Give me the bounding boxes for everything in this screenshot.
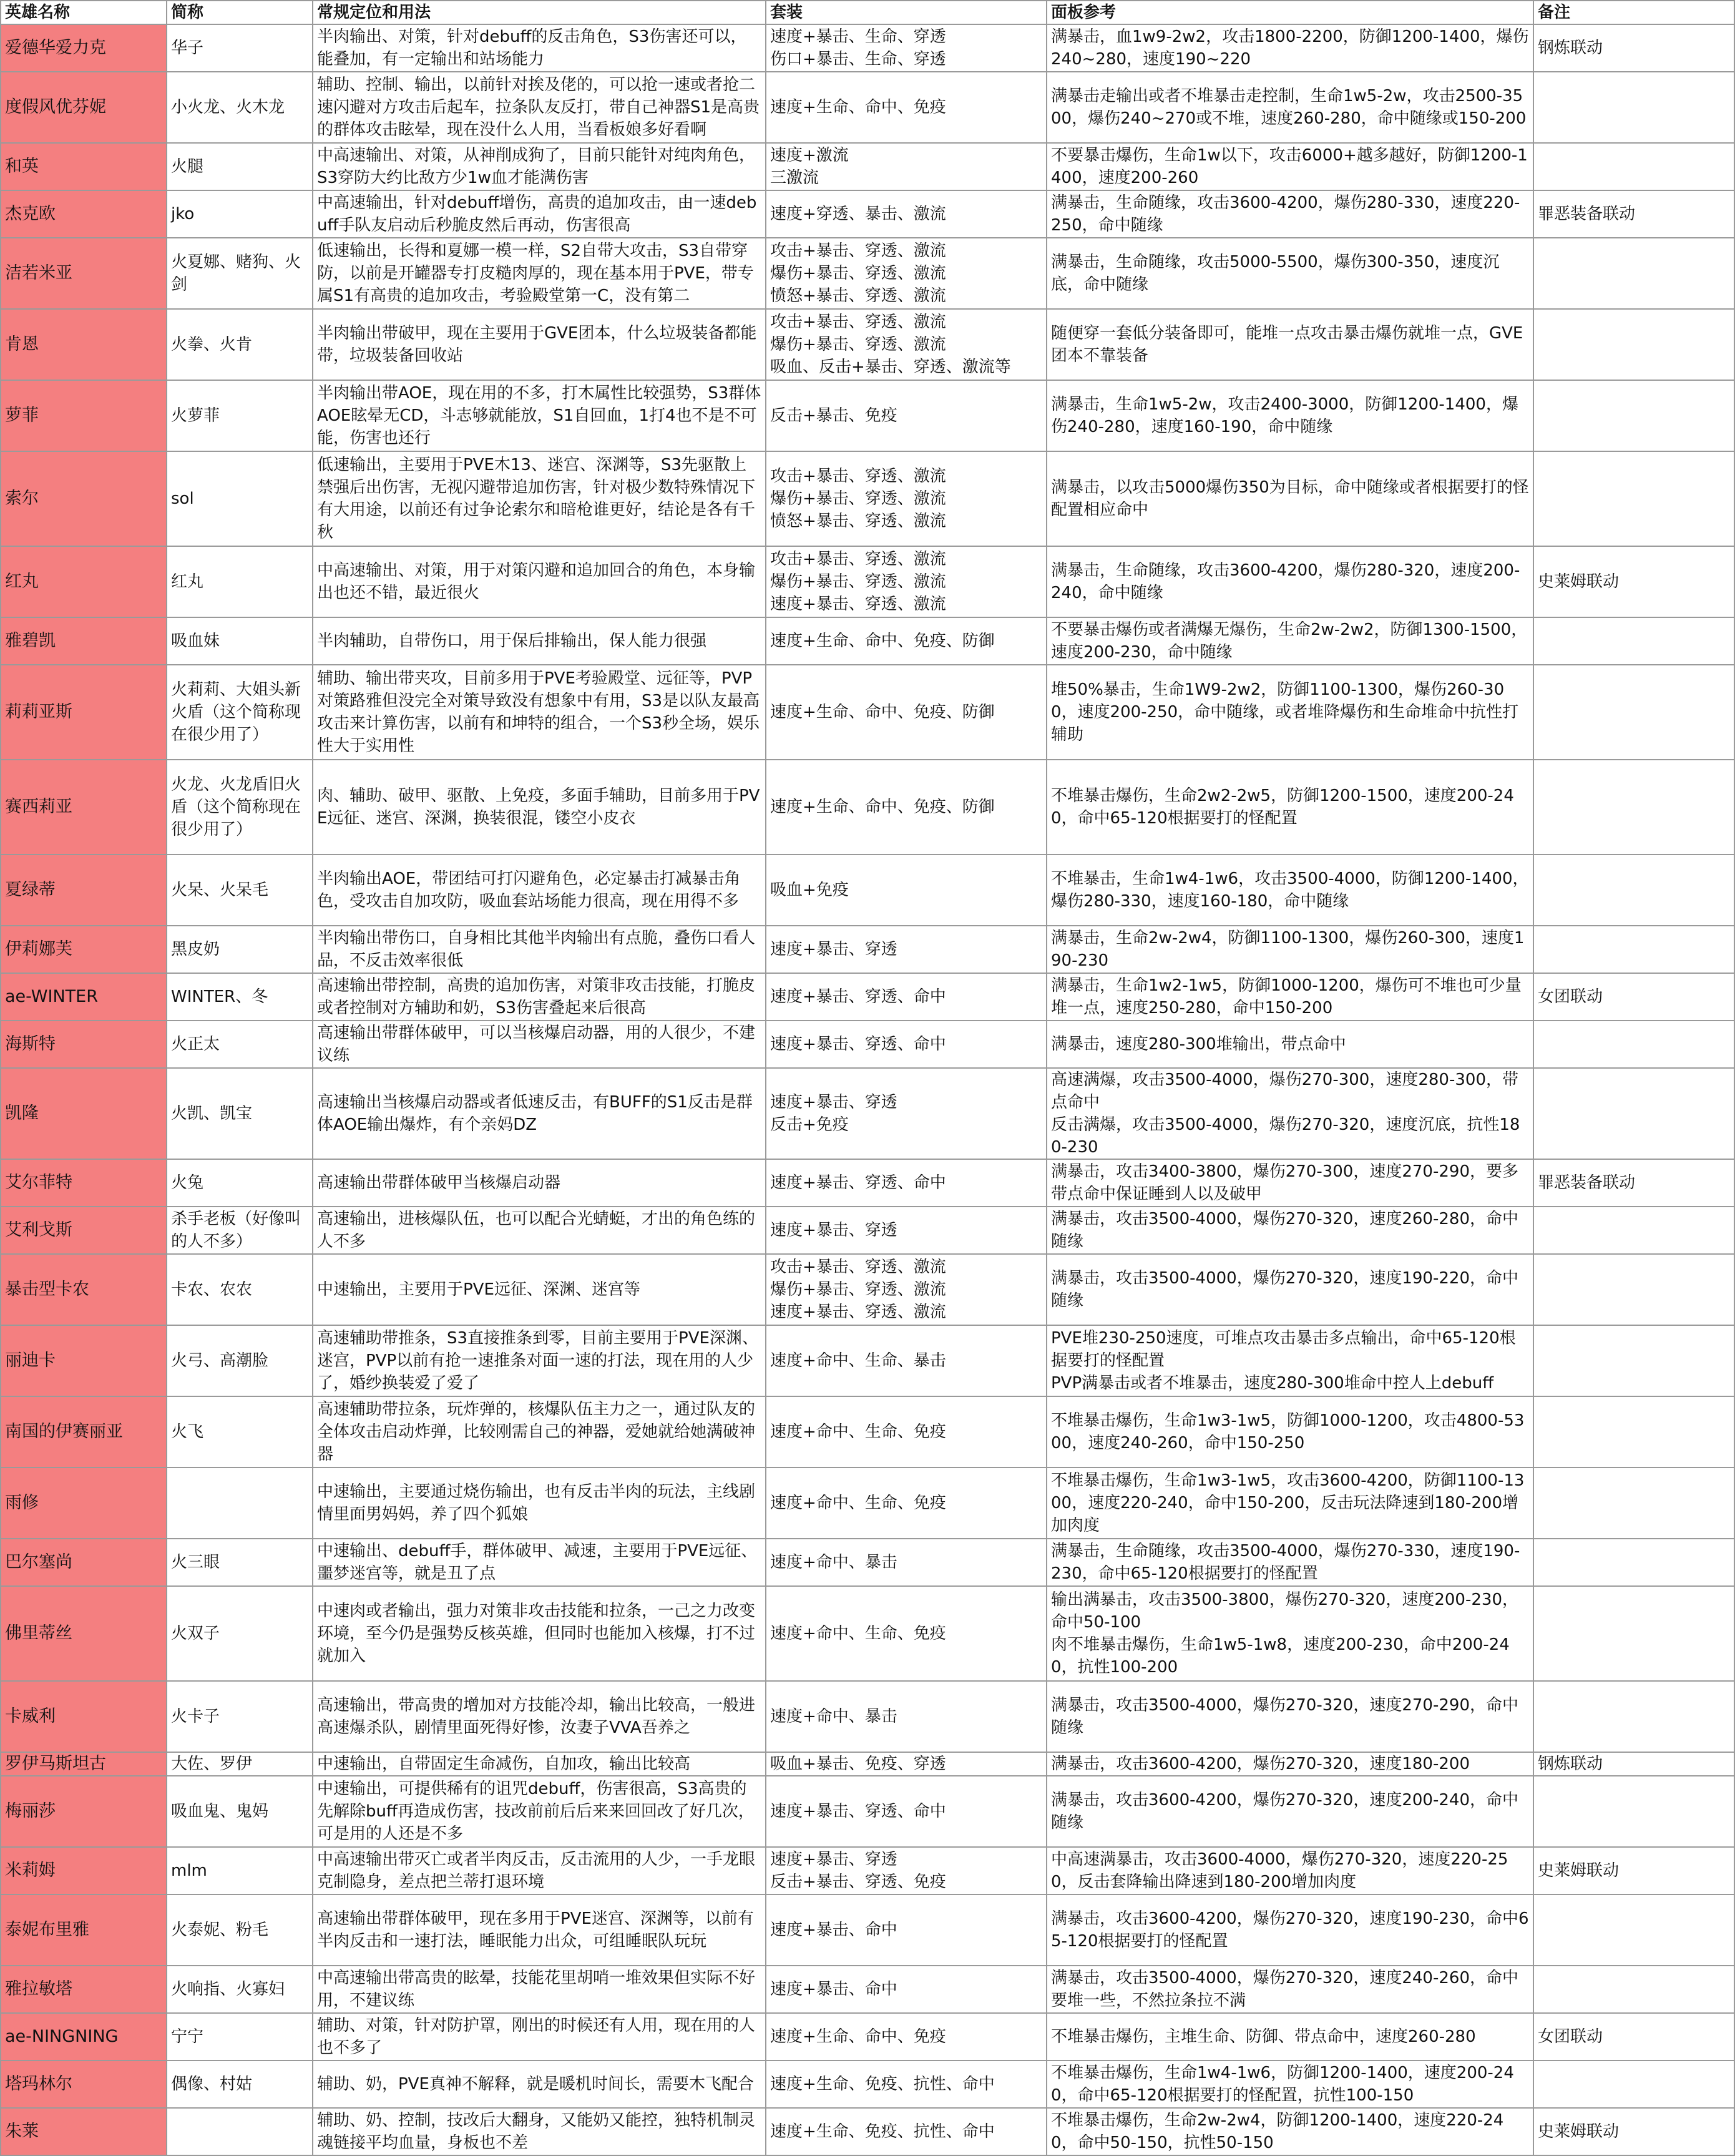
- hero-abbr-cell[interactable]: jko: [167, 190, 313, 238]
- hero-usage-cell[interactable]: 辅助、输出带夹攻，目前多用于PVE考验殿堂、远征等，PVP对策路雅但没完全对策导致没有想象中有用，S3是以队友最高攻击来计算伤害，以前有和坤特的组合，一个S3秒全场，娱乐性大于实用性: [313, 665, 766, 760]
- hero-usage-cell[interactable]: 半肉输出带伤口，自身相比其他半肉输出有点脆，叠伤口看人品，不反击效率很低: [313, 926, 766, 973]
- hero-abbr-cell[interactable]: 偶像、村姑: [167, 2060, 313, 2108]
- hero-set-cell[interactable]: 攻击+暴击、穿透、激流 爆伤+暴击、穿透、激流 愤怒+暴击、穿透、激流: [766, 451, 1047, 546]
- hero-panel-cell[interactable]: 满暴击，生命随缘，攻击5000-5500，爆伤300-350，速度沉底，命中随缘: [1047, 238, 1533, 309]
- hero-usage-cell[interactable]: 半肉输出带AOE，现在用的不多，打木属性比较强势，S3群体AOE眩晕无CD，斗志够就能放，S1自回血，1打4也不是不可能，伤害也还行: [313, 380, 766, 451]
- header-set[interactable]: 套装: [766, 1, 1047, 24]
- hero-set-cell[interactable]: 攻击+暴击、穿透、激流 爆伤+暴击、穿透、激流 速度+暴击、穿透、激流: [766, 546, 1047, 617]
- hero-name-cell[interactable]: 爱德华爱力克: [1, 24, 167, 72]
- hero-abbr-cell[interactable]: 火萝菲: [167, 380, 313, 451]
- hero-name-cell[interactable]: 佛里蒂丝: [1, 1586, 167, 1681]
- hero-abbr-cell[interactable]: 火腿: [167, 143, 313, 190]
- table-row: [1, 451, 1734, 546]
- hero-usage-cell[interactable]: 半肉输出AOE，带团结可打闪避角色，必定暴击打减暴击角色，受攻击自加攻防，吸血套站场能力很高，现在用得不多: [313, 855, 766, 926]
- hero-panel-cell[interactable]: 满暴击，攻击3500-4000，爆伤270-320，速度260-280，命中随缘: [1047, 1207, 1533, 1254]
- table-row: [1, 24, 1734, 72]
- hero-set-cell[interactable]: 反击+暴击、免疫: [766, 380, 1047, 451]
- hero-set-cell[interactable]: 速度+生命、命中、免疫、防御: [766, 617, 1047, 665]
- hero-usage-cell[interactable]: 辅助、奶，PVE真神不解释，就是暖机时间长，需要木飞配合: [313, 2060, 766, 2108]
- header-usage[interactable]: 常规定位和用法: [313, 1, 766, 24]
- hero-set-cell[interactable]: 速度+命中、生命、免疫: [766, 1586, 1047, 1681]
- table-row: [1, 190, 1734, 238]
- hero-panel-cell[interactable]: 满暴击，攻击3500-4000，爆伤270-320，速度240-260，命中要堆一些，不然拉条拉不满: [1047, 1966, 1533, 2013]
- hero-name-cell[interactable]: 雅拉敏塔: [1, 1966, 167, 2013]
- table-row: [1, 1776, 1734, 1847]
- hero-note-cell[interactable]: [1533, 1254, 1734, 1325]
- table-row: [1, 1325, 1734, 1396]
- hero-panel-cell[interactable]: 不堆暴击爆伤，生命1w3-1w5，攻击3600-4200，防御1100-1300，速度220-240，命中150-200，反击玩法降速到180-200增加肉度: [1047, 1468, 1533, 1539]
- hero-set-cell[interactable]: 速度+暴击、穿透: [766, 926, 1047, 973]
- hero-usage-cell[interactable]: 中高速输出带灭亡或者半肉反击，反击流用的人少，一手龙眼克制隐身，差点把兰蒂打退环境: [313, 1847, 766, 1894]
- table-row: [1, 1586, 1734, 1681]
- hero-abbr-cell[interactable]: 火凯、凯宝: [167, 1068, 313, 1159]
- hero-abbr-cell[interactable]: WINTER、冬: [167, 973, 313, 1021]
- table-row: [1, 1396, 1734, 1468]
- hero-panel-cell[interactable]: 满暴击，生命随缘，攻击3500-4000，爆伤270-330，速度190-230，命中65-120根据要打的怪配置: [1047, 1539, 1533, 1586]
- hero-panel-cell[interactable]: 不堆暴击爆伤，生命1w3-1w5，防御1000-1200，攻击4800-5300，速度240-260，命中150-250: [1047, 1396, 1533, 1468]
- hero-name-cell[interactable]: 伊莉娜芙: [1, 926, 167, 973]
- table-row: [1, 1159, 1734, 1207]
- hero-set-cell[interactable]: 吸血+免疫: [766, 855, 1047, 926]
- hero-note-cell[interactable]: 史莱姆联动: [1533, 2108, 1734, 2155]
- hero-name-cell[interactable]: 雨修: [1, 1468, 167, 1539]
- table-row: [1, 1468, 1734, 1539]
- hero-usage-cell[interactable]: 高速输出，进核爆队伍，也可以配合光蜻蜓，才出的角色练的人不多: [313, 1207, 766, 1254]
- hero-note-cell[interactable]: [1533, 1325, 1734, 1396]
- hero-abbr-cell[interactable]: 华子: [167, 24, 313, 72]
- hero-set-cell[interactable]: 速度+暴击、穿透: [766, 1207, 1047, 1254]
- hero-set-cell[interactable]: 速度+命中、生命、免疫: [766, 1468, 1047, 1539]
- hero-panel-cell[interactable]: 满暴击走输出或者不堆暴击走控制，生命1w5-2w，攻击2500-3500，爆伤240~270或不堆，速度260-280，命中随缘或150-200: [1047, 72, 1533, 143]
- hero-note-cell[interactable]: 钢炼联动: [1533, 1752, 1734, 1776]
- hero-usage-cell[interactable]: 中速输出，可提供稀有的诅咒debuff，伤害很高，S3高贵的先解除buff再造成伤害，技改前前后后来来回回改了好几次，可是用的人还是不多: [313, 1776, 766, 1847]
- hero-usage-cell[interactable]: 中速输出，主要用于PVE远征、深渊、迷宫等: [313, 1254, 766, 1325]
- hero-note-cell[interactable]: [1533, 451, 1734, 546]
- table-row: [1, 1847, 1734, 1894]
- hero-name-cell[interactable]: 海斯特: [1, 1021, 167, 1068]
- hero-note-cell[interactable]: [1533, 72, 1734, 143]
- hero-note-cell[interactable]: [1533, 1894, 1734, 1966]
- hero-note-cell[interactable]: [1533, 143, 1734, 190]
- hero-set-cell[interactable]: 速度+暴击、命中: [766, 1894, 1047, 1966]
- hero-set-cell[interactable]: 速度+命中、生命、免疫: [766, 1396, 1047, 1468]
- hero-abbr-cell[interactable]: 小火龙、火木龙: [167, 72, 313, 143]
- hero-abbr-cell[interactable]: mlm: [167, 1847, 313, 1894]
- table-row: [1, 1021, 1734, 1068]
- hero-abbr-cell[interactable]: 火泰妮、粉毛: [167, 1894, 313, 1966]
- hero-panel-cell[interactable]: 满暴击，攻击3400-3800，爆伤270-300，速度270-290，要多带点命中保证睡到人以及破甲: [1047, 1159, 1533, 1207]
- hero-abbr-cell[interactable]: sol: [167, 451, 313, 546]
- hero-usage-cell[interactable]: 中速肉或者输出，强力对策非攻击技能和拉条，一己之力改变环境，至今仍是强势反核英雄，但同时也能加入核爆，打不过就加入: [313, 1586, 766, 1681]
- table-row: [1, 2060, 1734, 2108]
- hero-set-cell[interactable]: 速度+生命、免疫、抗性、命中: [766, 2108, 1047, 2155]
- hero-name-cell[interactable]: 红丸: [1, 546, 167, 617]
- hero-panel-cell[interactable]: 满暴击，攻击3600-4200，爆伤270-320，速度190-230，命中65-120根据要打的怪配置: [1047, 1894, 1533, 1966]
- hero-name-cell[interactable]: 雅碧凯: [1, 617, 167, 665]
- hero-name-cell[interactable]: 萝菲: [1, 380, 167, 451]
- hero-note-cell[interactable]: 钢炼联动: [1533, 24, 1734, 72]
- hero-note-cell[interactable]: 罪恶装备联动: [1533, 1159, 1734, 1207]
- hero-set-cell[interactable]: 速度+命中、生命、暴击: [766, 1325, 1047, 1396]
- hero-abbr-cell[interactable]: 火飞: [167, 1396, 313, 1468]
- hero-usage-cell[interactable]: 高速输出带控制，高贵的追加伤害，对策非攻击技能，打脆皮或者控制对方辅助和奶，S3伤害叠起来后很高: [313, 973, 766, 1021]
- hero-usage-cell[interactable]: 中高速输出，针对debuff增伤，高贵的追加攻击，由一速debuff手队友启动后秒脆皮然后再动，伤害很高: [313, 190, 766, 238]
- hero-abbr-cell[interactable]: 火双子: [167, 1586, 313, 1681]
- header-panel[interactable]: 面板参考: [1047, 1, 1533, 24]
- hero-abbr-cell[interactable]: 吸血妹: [167, 617, 313, 665]
- hero-set-cell[interactable]: 速度+暴击、穿透、命中: [766, 973, 1047, 1021]
- hero-usage-cell[interactable]: 辅助、对策，针对防护罩，刚出的时候还有人用，现在用的人也不多了: [313, 2013, 766, 2060]
- hero-panel-cell[interactable]: 满暴击，以攻击5000爆伤350为目标，命中随缘或者根据要打的怪配置相应命中: [1047, 451, 1533, 546]
- hero-abbr-cell[interactable]: 黑皮奶: [167, 926, 313, 973]
- hero-abbr-cell[interactable]: 火龙、火龙盾旧火盾（这个简称现在很少用了）: [167, 760, 313, 855]
- hero-panel-cell[interactable]: 高速满爆，攻击3500-4000，爆伤270-300，速度280-300，带点命中 反击满爆，攻击3500-4000，爆伤270-320，速度沉底，抗性180-230: [1047, 1068, 1533, 1159]
- hero-set-cell[interactable]: 速度+暴击、穿透 反击+暴击、穿透、免疫: [766, 1847, 1047, 1894]
- hero-abbr-cell[interactable]: 杀手老板（好像叫的人不多）: [167, 1207, 313, 1254]
- hero-set-cell[interactable]: 速度+生命、命中、免疫: [766, 72, 1047, 143]
- table-row: [1, 1207, 1734, 1254]
- table-row: [1, 1068, 1734, 1159]
- hero-usage-cell[interactable]: 肉、辅助、破甲、驱散、上免疫，多面手辅助，目前多用于PVE远征、迷宫、深渊，换装很混，镂空小皮衣: [313, 760, 766, 855]
- table-row: [1, 546, 1734, 617]
- hero-usage-cell[interactable]: 半肉辅助，自带伤口，用于保后排输出，保人能力很强: [313, 617, 766, 665]
- hero-set-cell[interactable]: 速度+暴击、穿透 反击+免疫: [766, 1068, 1047, 1159]
- hero-usage-cell[interactable]: 中高速输出带高贵的眩晕，技能花里胡哨一堆效果但实际不好用，不建议练: [313, 1966, 766, 2013]
- hero-name-cell[interactable]: 莉莉亚斯: [1, 665, 167, 760]
- hero-name-cell[interactable]: 丽迪卡: [1, 1325, 167, 1396]
- table-row: [1, 1894, 1734, 1966]
- hero-abbr-cell[interactable]: 火正太: [167, 1021, 313, 1068]
- hero-panel-cell[interactable]: 不要暴击爆伤或者满爆无爆伤，生命2w-2w2，防御1300-1500，速度200-230，命中随缘: [1047, 617, 1533, 665]
- hero-set-cell[interactable]: 速度+生命、命中、免疫: [766, 2013, 1047, 2060]
- hero-note-cell[interactable]: [1533, 926, 1734, 973]
- hero-name-cell[interactable]: 塔玛林尔: [1, 2060, 167, 2108]
- hero-abbr-cell[interactable]: 火夏娜、赌狗、火剑: [167, 238, 313, 309]
- hero-set-cell[interactable]: 速度+暴击、穿透、命中: [766, 1159, 1047, 1207]
- hero-name-cell[interactable]: 凯隆: [1, 1068, 167, 1159]
- hero-note-cell[interactable]: [1533, 238, 1734, 309]
- hero-set-cell[interactable]: 速度+命中、暴击: [766, 1539, 1047, 1586]
- hero-usage-cell[interactable]: 中高速输出、对策，用于对策闪避和追加回合的角色，本身输出也还不错，最近很火: [313, 546, 766, 617]
- table-row: [1, 973, 1734, 1021]
- hero-panel-cell[interactable]: 不堆暴击爆伤，主堆生命、防御、带点命中，速度260-280: [1047, 2013, 1533, 2060]
- hero-set-cell[interactable]: 攻击+暴击、穿透、激流 爆伤+暴击、穿透、激流 速度+暴击、穿透、激流: [766, 1254, 1047, 1325]
- hero-name-cell[interactable]: 杰克欧: [1, 190, 167, 238]
- hero-abbr-cell[interactable]: 红丸: [167, 546, 313, 617]
- hero-abbr-cell[interactable]: 火莉莉、大姐头新火盾（这个简称现在很少用了）: [167, 665, 313, 760]
- hero-set-cell[interactable]: 速度+暴击、生命、穿透 伤口+暴击、生命、穿透: [766, 24, 1047, 72]
- hero-name-cell[interactable]: 索尔: [1, 451, 167, 546]
- hero-abbr-cell[interactable]: 火卡子: [167, 1681, 313, 1752]
- hero-panel-cell[interactable]: 不堆暴击爆伤，生命2w2-2w5，防御1200-1500，速度200-240，命中65-120根据要打的怪配置: [1047, 760, 1533, 855]
- table-body: [1, 24, 1734, 2155]
- hero-note-cell[interactable]: [1533, 1586, 1734, 1681]
- hero-panel-cell[interactable]: 满暴击，生命2w-2w4，防御1100-1300，爆伤260-300，速度190-230: [1047, 926, 1533, 973]
- hero-abbr-cell[interactable]: 宁宁: [167, 2013, 313, 2060]
- hero-set-cell[interactable]: 速度+生命、免疫、抗性、命中: [766, 2060, 1047, 2108]
- hero-panel-cell[interactable]: 堆50%暴击，生命1W9-2w2，防御1100-1300，爆伤260-300，速度200-250，命中随缘，或者堆降爆伤和生命堆命中抗性打辅助: [1047, 665, 1533, 760]
- hero-set-cell[interactable]: 吸血+暴击、免疫、穿透: [766, 1752, 1047, 1776]
- hero-note-cell[interactable]: [1533, 1021, 1734, 1068]
- table-row: [1, 760, 1734, 855]
- hero-name-cell[interactable]: 卡威利: [1, 1681, 167, 1752]
- hero-usage-cell[interactable]: 低速输出，长得和夏娜一模一样，S2自带大攻击，S3自带穿防，以前是开罐器专打皮糙肉厚的，现在基本用于PVE，带专属S1有高贵的追加攻击，考验殿堂第一C，没有第二: [313, 238, 766, 309]
- hero-note-cell[interactable]: [1533, 1396, 1734, 1468]
- hero-note-cell[interactable]: [1533, 1468, 1734, 1539]
- hero-usage-cell[interactable]: 中速输出、debuff手，群体破甲、减速，主要用于PVE远征、噩梦迷宫等，就是丑了点: [313, 1539, 766, 1586]
- header-hero-name[interactable]: 英雄名称: [1, 1, 167, 24]
- hero-note-cell[interactable]: [1533, 665, 1734, 760]
- hero-usage-cell[interactable]: 辅助、奶、控制，技改后大翻身，又能奶又能控，独特机制灵魂链接平均血量，身板也不差: [313, 2108, 766, 2155]
- table-row: [1, 238, 1734, 309]
- hero-note-cell[interactable]: [1533, 309, 1734, 380]
- hero-note-cell[interactable]: [1533, 1068, 1734, 1159]
- hero-panel-cell[interactable]: 满暴击，攻击3500-4000，爆伤270-320，速度190-220，命中随缘: [1047, 1254, 1533, 1325]
- hero-note-cell[interactable]: [1533, 1681, 1734, 1752]
- hero-usage-cell[interactable]: 高速输出当核爆启动器或者低速反击，有BUFF的S1反击是群体AOE输出爆炸，有个亲妈DZ: [313, 1068, 766, 1159]
- table-row: [1, 1254, 1734, 1325]
- hero-usage-cell[interactable]: 高速输出带群体破甲当核爆启动器: [313, 1159, 766, 1207]
- hero-note-cell[interactable]: 女团联动: [1533, 973, 1734, 1021]
- hero-name-cell[interactable]: 南国的伊赛丽亚: [1, 1396, 167, 1468]
- hero-note-cell[interactable]: 史莱姆联动: [1533, 1847, 1734, 1894]
- hero-set-cell[interactable]: 速度+激流 三激流: [766, 143, 1047, 190]
- hero-usage-cell[interactable]: 高速辅助带拉条，玩炸弹的，核爆队伍主力之一，通过队友的全体攻击启动炸弹，比较刚需自己的神器，爱她就给她满破神器: [313, 1396, 766, 1468]
- hero-panel-cell[interactable]: 满暴击，生命随缘，攻击3600-4200，爆伤280-330，速度220-250，命中随缘: [1047, 190, 1533, 238]
- hero-note-cell[interactable]: 罪恶装备联动: [1533, 190, 1734, 238]
- hero-note-cell[interactable]: [1533, 2060, 1734, 2108]
- table-row: [1, 855, 1734, 926]
- hero-set-cell[interactable]: 速度+暴击、穿透、命中: [766, 1776, 1047, 1847]
- hero-name-cell[interactable]: 肯恩: [1, 309, 167, 380]
- hero-note-cell[interactable]: [1533, 380, 1734, 451]
- hero-note-cell[interactable]: [1533, 855, 1734, 926]
- hero-name-cell[interactable]: 和英: [1, 143, 167, 190]
- hero-usage-cell[interactable]: 半肉输出带破甲，现在主要用于GVE团本，什么垃圾装备都能带，垃圾装备回收站: [313, 309, 766, 380]
- hero-set-cell[interactable]: 速度+穿透、暴击、激流: [766, 190, 1047, 238]
- hero-name-cell[interactable]: 洁若米亚: [1, 238, 167, 309]
- header-note[interactable]: 备注: [1533, 1, 1734, 24]
- hero-usage-cell[interactable]: 高速输出带群体破甲，可以当核爆启动器，用的人很少，不建议练: [313, 1021, 766, 1068]
- hero-set-cell[interactable]: 速度+暴击、命中: [766, 1966, 1047, 2013]
- hero-set-cell[interactable]: 速度+生命、命中、免疫、防御: [766, 665, 1047, 760]
- hero-name-cell[interactable]: 巴尔塞尚: [1, 1539, 167, 1586]
- hero-usage-cell[interactable]: 高速输出带群体破甲，现在多用于PVE迷宫、深渊等，以前有半肉反击和一速打法，睡眠能力出众，可组睡眠队玩玩: [313, 1894, 766, 1966]
- hero-panel-cell[interactable]: 满暴击，攻击3500-4000，爆伤270-320，速度270-290，命中随缘: [1047, 1681, 1533, 1752]
- hero-set-cell[interactable]: 速度+生命、命中、免疫、防御: [766, 760, 1047, 855]
- hero-usage-cell[interactable]: 辅助、控制、输出，以前针对挨及佬的，可以抢一速或者抢二速闪避对方攻击后起车，拉条队友反打，带自己神器S1是高贵的群体攻击眩晕，现在没什么人用，当看板娘多好看啊: [313, 72, 766, 143]
- hero-panel-cell[interactable]: 输出满暴击，攻击3500-3800，爆伤270-320，速度200-230，命中50-100 肉不堆暴击爆伤，生命1w5-1w8，速度200-230，命中200-240，抗性100-200: [1047, 1586, 1533, 1681]
- hero-panel-cell[interactable]: PVE堆230-250速度，可堆点攻击暴击多点输出，命中65-120根据要打的怪配置 PVP满暴击或者不堆暴击，速度280-300堆命中控人上debuff: [1047, 1325, 1533, 1396]
- hero-abbr-cell[interactable]: 火呆、火呆毛: [167, 855, 313, 926]
- table-row: [1, 72, 1734, 143]
- hero-panel-cell[interactable]: 不堆暴击，生命1w4-1w6，攻击3500-4000，防御1200-1400，爆伤280-330，速度160-180，命中随缘: [1047, 855, 1533, 926]
- hero-panel-cell[interactable]: 满暴击，速度280-300堆输出，带点命中: [1047, 1021, 1533, 1068]
- hero-panel-cell[interactable]: 满暴击，生命1w5-2w，攻击2400-3000，防御1200-1400，爆伤240-280，速度160-190，命中随缘: [1047, 380, 1533, 451]
- hero-name-cell[interactable]: 朱莱: [1, 2108, 167, 2155]
- table-row: [1, 926, 1734, 973]
- hero-panel-cell[interactable]: 满暴击，生命随缘，攻击3600-4200，爆伤280-320，速度200-240，命中随缘: [1047, 546, 1533, 617]
- hero-note-cell[interactable]: 史莱姆联动: [1533, 546, 1734, 617]
- table-row: [1, 665, 1734, 760]
- hero-set-cell[interactable]: 攻击+暴击、穿透、激流 爆伤+暴击、穿透、激流 吸血、反击+暴击、穿透、激流等: [766, 309, 1047, 380]
- hero-usage-cell[interactable]: 高速辅助带推条，S3直接推条到零，目前主要用于PVE深渊、迷宫，PVP以前有抢一速推条对面一速的打法，现在用的人少了，婚纱换装爱了爱了: [313, 1325, 766, 1396]
- hero-usage-cell[interactable]: 中高速输出、对策，从神削成狗了，目前只能针对纯肉角色，S3穿防大约比敌方少1w血才能满伤害: [313, 143, 766, 190]
- hero-name-cell[interactable]: 赛西莉亚: [1, 760, 167, 855]
- hero-name-cell[interactable]: 罗伊马斯坦古: [1, 1752, 167, 1776]
- hero-set-cell[interactable]: 速度+命中、暴击: [766, 1681, 1047, 1752]
- hero-name-cell[interactable]: 艾尔菲特: [1, 1159, 167, 1207]
- hero-note-cell[interactable]: [1533, 1539, 1734, 1586]
- hero-panel-cell[interactable]: 中高速满暴击，攻击3600-4000，爆伤270-320，速度220-250，反击套降输出降速到180-200增加肉度: [1047, 1847, 1533, 1894]
- hero-abbr-cell[interactable]: 火响指、火寡妇: [167, 1966, 313, 2013]
- hero-panel-cell[interactable]: 满暴击，攻击3600-4200，爆伤270-320，速度180-200: [1047, 1752, 1533, 1776]
- hero-name-cell[interactable]: 梅丽莎: [1, 1776, 167, 1847]
- table-row: [1, 2013, 1734, 2060]
- table-row: [1, 617, 1734, 665]
- hero-name-cell[interactable]: ae-NINGNING: [1, 2013, 167, 2060]
- hero-name-cell[interactable]: 夏绿蒂: [1, 855, 167, 926]
- hero-name-cell[interactable]: 暴击型卡农: [1, 1254, 167, 1325]
- hero-note-cell[interactable]: [1533, 1776, 1734, 1847]
- hero-abbr-cell[interactable]: 卡农、农农: [167, 1254, 313, 1325]
- table-row: [1, 309, 1734, 380]
- hero-usage-cell[interactable]: 低速输出，主要用于PVE木13、迷宫、深渊等，S3先驱散上禁强后出伤害，无视闪避带追加伤害，针对极少数特殊情况下有大用途，以前还有过争论索尔和暗枪谁更好，结论是各有千秋: [313, 451, 766, 546]
- hero-name-cell[interactable]: 米莉姆: [1, 1847, 167, 1894]
- hero-panel-cell[interactable]: 满暴击，血1w9-2w2，攻击1800-2200，防御1200-1400，爆伤240~280，速度190~220: [1047, 24, 1533, 72]
- hero-usage-cell[interactable]: 中速输出，主要通过烧伤输出，也有反击半肉的玩法，主线剧情里面男妈妈，养了四个狐娘: [313, 1468, 766, 1539]
- hero-usage-cell[interactable]: 中速输出，自带固定生命减伤，自加攻，输出比较高: [313, 1752, 766, 1776]
- hero-abbr-cell[interactable]: 吸血鬼、鬼妈: [167, 1776, 313, 1847]
- table-row: [1, 1681, 1734, 1752]
- hero-name-cell[interactable]: ae-WINTER: [1, 973, 167, 1021]
- hero-usage-cell[interactable]: 半肉输出、对策，针对debuff的反击角色，S3伤害还可以，能叠加，有一定输出和站场能力: [313, 24, 766, 72]
- table-row: [1, 143, 1734, 190]
- hero-set-cell[interactable]: 速度+暴击、穿透、命中: [766, 1021, 1047, 1068]
- hero-name-cell[interactable]: 泰妮布里雅: [1, 1894, 167, 1966]
- hero-set-cell[interactable]: 攻击+暴击、穿透、激流 爆伤+暴击、穿透、激流 愤怒+暴击、穿透、激流: [766, 238, 1047, 309]
- hero-note-cell[interactable]: 女团联动: [1533, 2013, 1734, 2060]
- hero-panel-cell[interactable]: 不堆暴击爆伤，生命1w4-1w6，防御1200-1400，速度200-240，命中65-120根据要打的怪配置，抗性100-150: [1047, 2060, 1533, 2108]
- hero-abbr-cell[interactable]: [167, 1468, 313, 1539]
- hero-usage-cell[interactable]: 高速输出，带高贵的增加对方技能冷却，输出比较高，一般进高速爆杀队，剧情里面死得好惨，汝妻子VVA吾养之: [313, 1681, 766, 1752]
- hero-panel-cell[interactable]: 不堆暴击爆伤，生命2w-2w4，防御1200-1400，速度220-240，命中50-150，抗性50-150: [1047, 2108, 1533, 2155]
- table-row: [1, 380, 1734, 451]
- table-row: [1, 1752, 1734, 1776]
- header-abbr[interactable]: 简称: [167, 1, 313, 24]
- header-row: [1, 1, 1734, 24]
- hero-abbr-cell[interactable]: 火拳、火肯: [167, 309, 313, 380]
- hero-panel-cell[interactable]: 随便穿一套低分装备即可，能堆一点攻击暴击爆伤就堆一点，GVE团本不靠装备: [1047, 309, 1533, 380]
- hero-panel-cell[interactable]: 不要暴击爆伤，生命1w以下，攻击6000+越多越好，防御1200-1400，速度200-260: [1047, 143, 1533, 190]
- hero-note-cell[interactable]: [1533, 760, 1734, 855]
- hero-name-cell[interactable]: 度假风优芬妮: [1, 72, 167, 143]
- hero-name-cell[interactable]: 艾利戈斯: [1, 1207, 167, 1254]
- hero-abbr-cell[interactable]: 火弓、高潮脸: [167, 1325, 313, 1396]
- hero-note-cell[interactable]: [1533, 617, 1734, 665]
- hero-panel-cell[interactable]: 满暴击，攻击3600-4200，爆伤270-320，速度200-240，命中随缘: [1047, 1776, 1533, 1847]
- hero-abbr-cell[interactable]: 火兔: [167, 1159, 313, 1207]
- hero-panel-cell[interactable]: 满暴击，生命1w2-1w5，防御1000-1200，爆伤可不堆也可少量堆一点，速度250-280，命中150-200: [1047, 973, 1533, 1021]
- hero-abbr-cell[interactable]: 火三眼: [167, 1539, 313, 1586]
- hero-note-cell[interactable]: [1533, 1207, 1734, 1254]
- hero-abbr-cell[interactable]: 大佐、罗伊: [167, 1752, 313, 1776]
- table-row: [1, 1966, 1734, 2013]
- hero-note-cell[interactable]: [1533, 1966, 1734, 2013]
- table-row: [1, 1539, 1734, 1586]
